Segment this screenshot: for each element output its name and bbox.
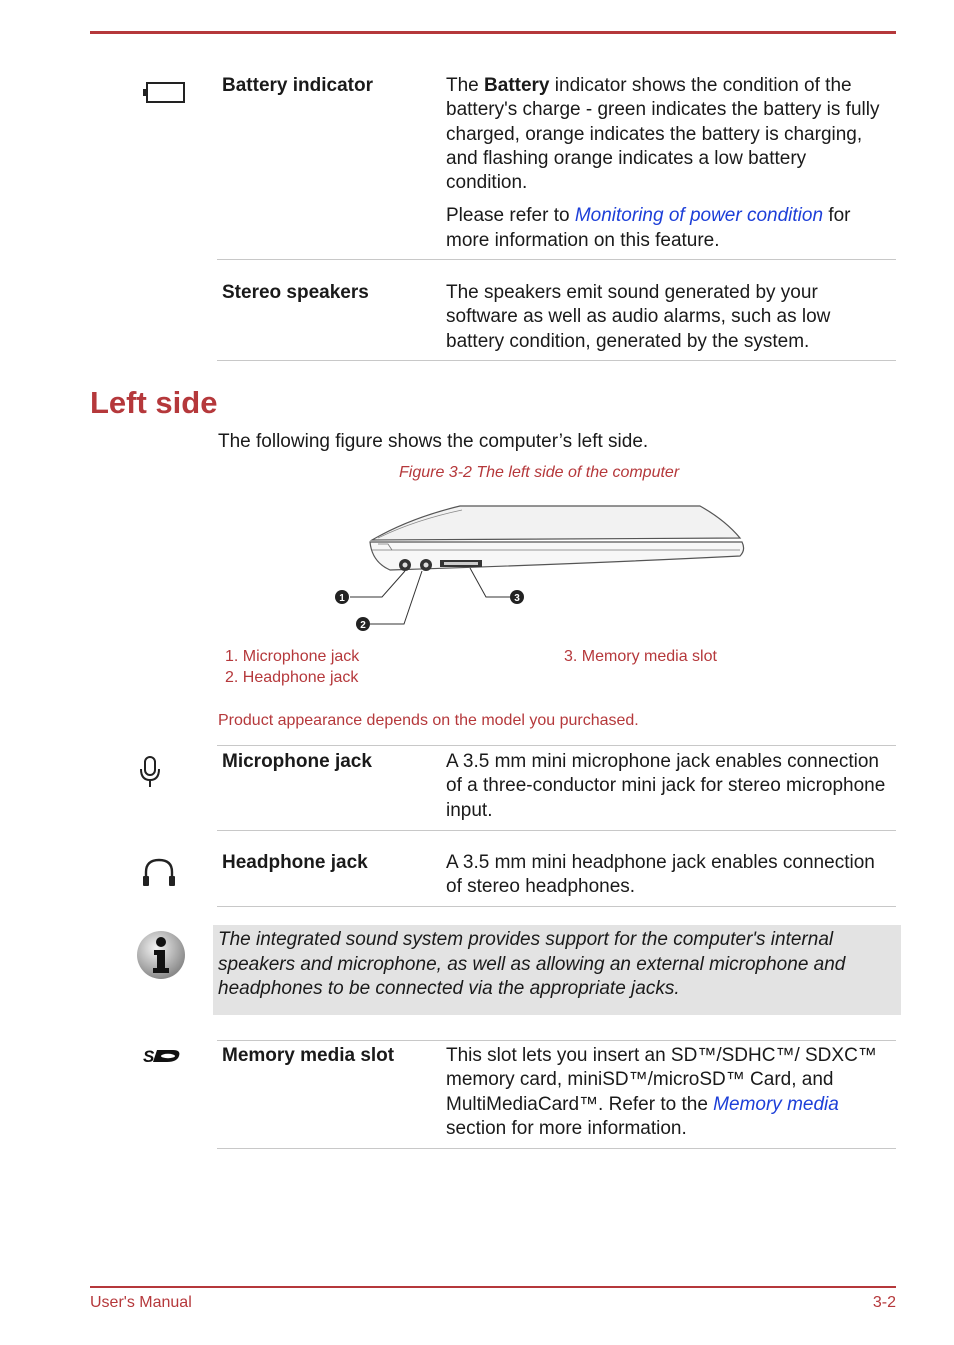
- section-heading: Left side: [90, 385, 218, 420]
- microphone-jack-term: Microphone jack: [222, 751, 372, 772]
- footer-page-number: 3-2: [872, 1294, 896, 1311]
- battery-indicator-term: Battery indicator: [222, 75, 373, 96]
- microphone-icon: [138, 755, 162, 794]
- battery-indicator-description: The Battery indicator shows the condition of the battery's charge - green indicates the battery is fully charged, orange indicates the battery is charging, and flashing orange indicates a low battery condition. Please refer to Monitoring of power condition for more information on this feature.: [446, 75, 880, 251]
- footer-rule: [90, 1286, 896, 1288]
- callout-3: 3: [514, 593, 520, 604]
- legend-item-memory-slot: 3. Memory media slot: [564, 648, 717, 665]
- headphone-jack-description: A 3.5 mm mini headphone jack enables connection of stereo headphones.: [446, 852, 875, 898]
- row-divider: [217, 360, 896, 361]
- row-divider: [217, 1040, 896, 1041]
- microphone-jack-description: A 3.5 mm mini microphone jack enables connection of a three-conductor mini jack for stereo microphone input.: [446, 751, 886, 821]
- row-divider: [217, 830, 896, 831]
- headphone-jack-term: Headphone jack: [222, 852, 368, 873]
- row-divider: [217, 745, 896, 746]
- headphone-icon: [141, 856, 177, 893]
- memory-media-slot-term: Memory media slot: [222, 1045, 395, 1066]
- row-divider: [217, 259, 896, 260]
- memory-media-link[interactable]: Memory media: [713, 1093, 839, 1115]
- stereo-speakers-term: Stereo speakers: [222, 282, 369, 303]
- header-rule: [90, 31, 896, 34]
- callout-1: 1: [339, 593, 345, 604]
- footer-manual-title: User's Manual: [90, 1294, 192, 1311]
- figure-caption: Figure 3-2 The left side of the computer: [399, 464, 680, 481]
- legend-item-microphone: 1. Microphone jack: [225, 648, 360, 665]
- row-divider: [217, 906, 896, 907]
- memory-media-slot-description: This slot lets you insert an SD™/SDHC™/ SDXC™ memory card, miniSD™/microSD™ Card, and MultiMediaCard™. Refer to the Memory media section for more information.: [446, 1045, 877, 1139]
- svg-text:S: S: [143, 1047, 155, 1065]
- callout-2: 2: [360, 620, 366, 631]
- battery-icon: [142, 81, 186, 110]
- info-icon: [134, 928, 188, 987]
- sd-card-icon: [141, 1047, 183, 1070]
- appearance-note: Product appearance depends on the model you purchased.: [218, 712, 639, 729]
- stereo-speakers-description: The speakers emit sound generated by your software as well as audio alarms, such as low battery condition, generated by the system.: [446, 282, 831, 352]
- note-text: The integrated sound system provides support for the computer's internal speakers and microphone, as well as allowing an external microphone and headphones to be connected via the appropriate jacks.: [218, 929, 846, 999]
- legend-item-headphone: 2. Headphone jack: [225, 669, 359, 686]
- section-intro: The following figure shows the computer’s left side.: [218, 431, 649, 452]
- monitoring-power-link[interactable]: Monitoring of power condition: [574, 205, 824, 227]
- row-divider: [217, 1148, 896, 1149]
- laptop-left-side-figure: [330, 500, 750, 645]
